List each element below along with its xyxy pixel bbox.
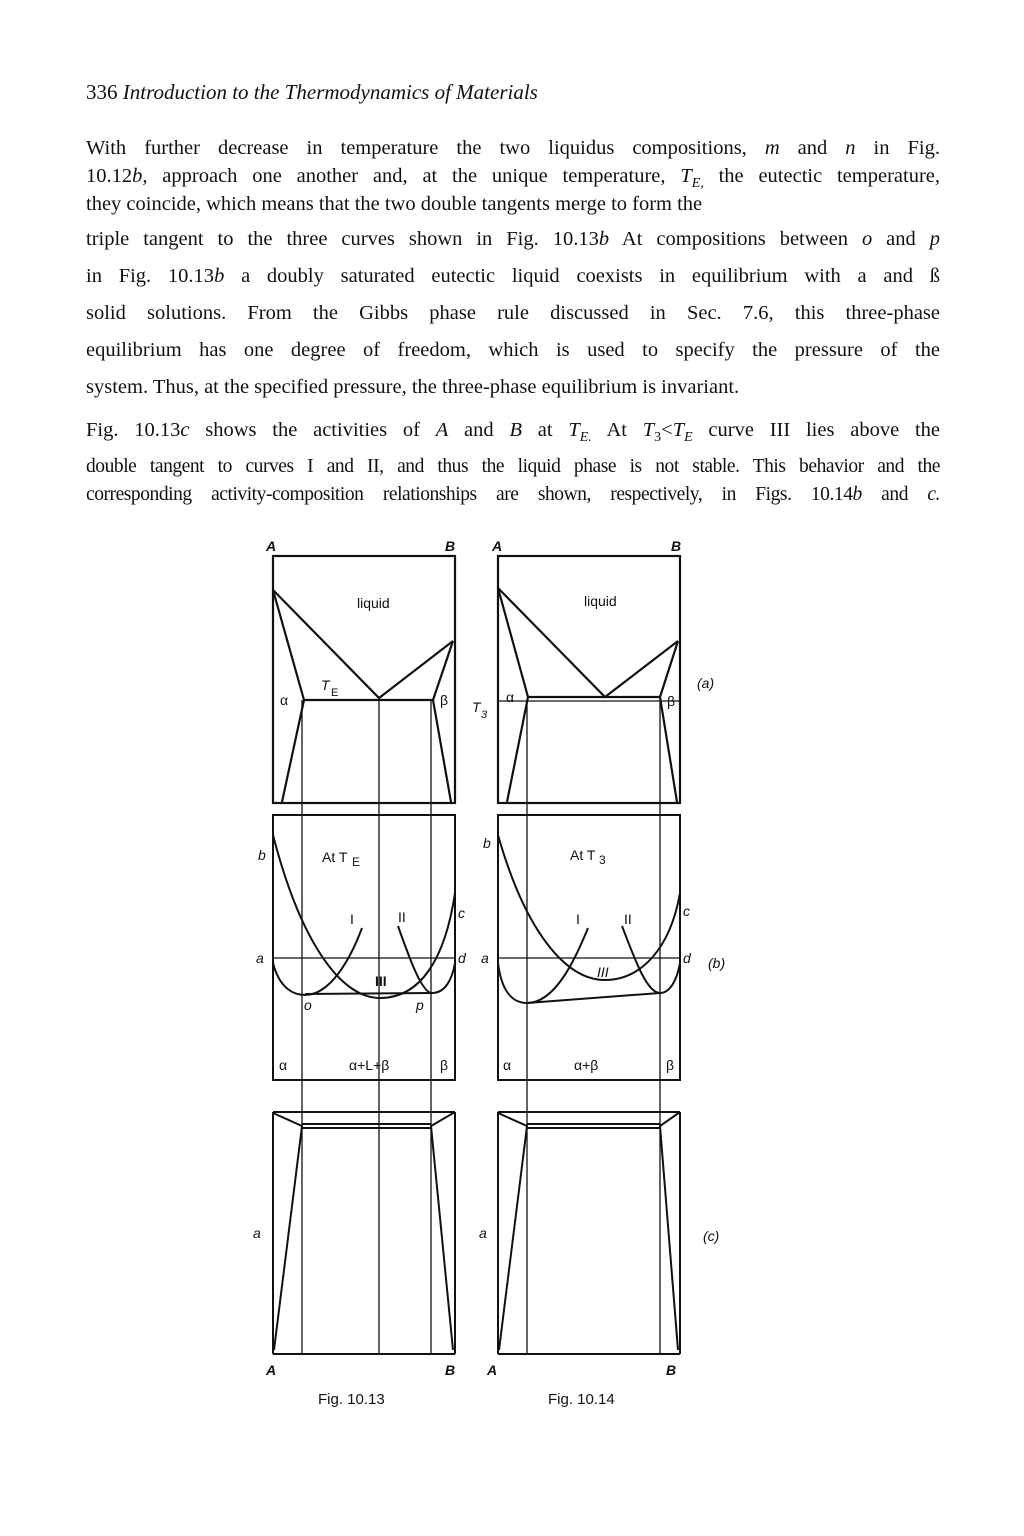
text-segment: T (642, 419, 655, 441)
text-segment: curve III lies above the (692, 419, 940, 441)
label-d: d (458, 950, 466, 966)
text-segment: b (214, 265, 225, 287)
label-A: A (492, 538, 503, 554)
region-alpha: α (279, 1057, 288, 1073)
label-T3-sub: 3 (481, 709, 488, 721)
text-segment: 3 (654, 430, 662, 445)
fig14-activity-diagram (498, 1112, 680, 1354)
label-B-bottom: B (445, 1362, 456, 1378)
panel-labels (697, 675, 725, 1244)
text-segment: Fig. 10.13 (86, 419, 181, 441)
text-segment: b (852, 484, 862, 505)
label-A-bottom: A (266, 1362, 277, 1378)
label-III: III (375, 973, 387, 989)
label-TE-sub: E (331, 687, 339, 699)
label-liquid: liquid (357, 595, 390, 611)
text-segment: equilibrium has one degree of freedom, which is used to specify the pressure of the (86, 339, 940, 361)
text-segment: triple tangent to the three curves shown in Fig. 10.13 (86, 228, 599, 250)
caption-fig-10-14: Fig. 10.14 (548, 1391, 615, 1408)
text-segment: T (680, 165, 692, 187)
label-alpha: α (280, 692, 289, 708)
text-segment: 10.12 (86, 165, 133, 187)
label-T3: T (472, 699, 481, 715)
text-segment: b (598, 228, 610, 250)
label-at-T3-sub: 3 (599, 853, 606, 867)
text-segment: corresponding activity-composition relationships are shown, respectively, in Figs. 10.14 (86, 484, 853, 505)
label-d: d (683, 950, 691, 966)
panel-label-c: (c) (703, 1228, 720, 1244)
text-segment: E (684, 430, 693, 445)
label-B: B (671, 538, 682, 554)
text-segment: and (448, 419, 510, 441)
text-segment: in Fig. (855, 137, 940, 159)
label-at-TE-sub: E (352, 855, 361, 869)
region-alpha: α (503, 1057, 512, 1073)
text-segment: o (861, 228, 873, 250)
label-B: B (445, 538, 456, 554)
region-beta: β (440, 1057, 449, 1073)
text-segment: in Fig. 10.13 (86, 265, 215, 287)
text-segment: T (672, 419, 685, 441)
caption-fig-10-13: Fig. 10.13 (318, 1391, 385, 1408)
fig14-labels (472, 538, 692, 1408)
text-segment: at (521, 419, 569, 441)
text-segment: shows the activities of (189, 419, 436, 441)
label-II: II (398, 909, 406, 925)
label-at-T3: At T (570, 847, 596, 863)
region-beta: β (666, 1057, 675, 1073)
text-segment: a doubly saturated eutectic liquid coexists in equilibrium with a and ß (224, 265, 940, 287)
text-segment: c. (927, 484, 940, 505)
label-a: a (256, 950, 264, 966)
text-segment: B (509, 419, 522, 441)
fig13-activity-diagram (273, 1112, 455, 1354)
label-at-TE: At T (322, 849, 348, 865)
text-segment: double tangent to curves I and II, and thus the liquid phase is not stable. This behavior and the (86, 456, 940, 477)
fig13-free-energy-curves (273, 815, 455, 1080)
text-segment: E, (691, 176, 704, 191)
label-I: I (350, 911, 354, 927)
label-alpha: α (506, 689, 515, 705)
label-beta: β (440, 692, 449, 708)
page-number: 336 (86, 80, 118, 104)
fig13-labels (253, 538, 467, 1408)
fig13-phase-diagram (273, 556, 455, 803)
label-II: II (624, 911, 632, 927)
text-segment: the eutectic temperature, (703, 165, 941, 187)
label-b: b (483, 835, 491, 851)
book-title: Introduction to the Thermodynamics of Materials (122, 80, 538, 104)
text-segment: T (568, 419, 580, 441)
label-a: a (481, 950, 489, 966)
text-segment: c (180, 419, 190, 441)
label-b: b (258, 847, 266, 863)
text-segment: At compositions between (609, 228, 862, 250)
panel-label-a: (a) (697, 675, 715, 691)
label-activity-a: a (253, 1225, 261, 1241)
label-c: c (683, 903, 690, 919)
text-segment: p (929, 228, 940, 250)
text-segment: approach one another and, at the unique temperature, (147, 165, 681, 187)
text-segment: and (779, 137, 846, 159)
text-segment: n (845, 137, 856, 159)
text-segment: and (861, 484, 928, 505)
text-segment: m (764, 137, 780, 159)
label-I: I (576, 911, 580, 927)
label-c: c (458, 905, 465, 921)
text-segment: < (661, 419, 673, 441)
text-segment: At (591, 419, 643, 441)
label-activity-a: a (479, 1225, 487, 1241)
label-beta: β (667, 693, 676, 709)
panel-label-b: (b) (708, 955, 726, 971)
label-liquid: liquid (584, 593, 617, 609)
text-segment: they coincide, which means that the two double tangents merge to form the (86, 193, 703, 215)
fig13-construction-lines (273, 698, 680, 1354)
text-segment: and (872, 228, 930, 250)
region-alpha-L-beta: α+L+β (349, 1057, 390, 1073)
label-A: A (266, 538, 277, 554)
text-segment: solid solutions. From the Gibbs phase rule discussed in Sec. 7.6, this three-phase (86, 302, 940, 324)
text-segment: b, (132, 165, 148, 187)
label-III: III (597, 964, 609, 980)
text-segment: system. Thus, at the specified pressure, the three-phase equilibrium is invariant. (86, 376, 740, 398)
text-segment: E. (579, 430, 592, 445)
text-segment: With further decrease in temperature the two liquidus compositions, (86, 137, 765, 159)
text-segment: A (435, 419, 449, 441)
region-alpha-beta: α+β (574, 1057, 599, 1073)
label-A-bottom: A (487, 1362, 498, 1378)
label-TE: T (321, 677, 330, 693)
label-p: p (416, 997, 424, 1013)
label-o: o (304, 997, 312, 1013)
label-B-bottom: B (666, 1362, 677, 1378)
